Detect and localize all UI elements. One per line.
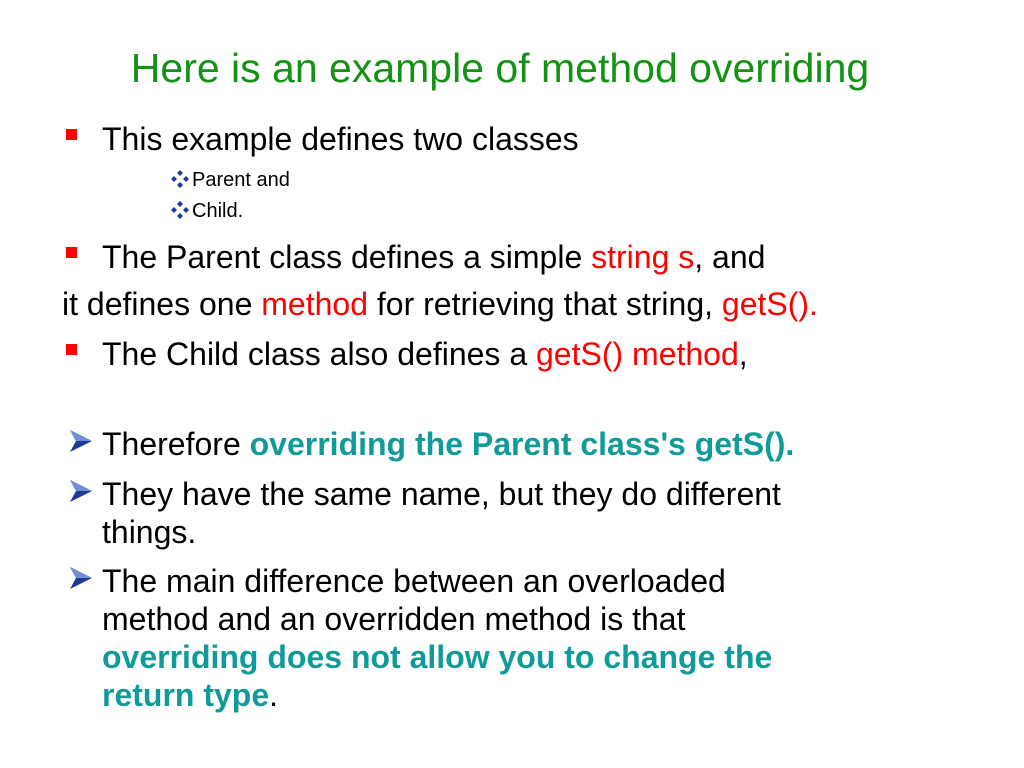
arrow-3-line-1: The main difference between an overloaded — [102, 563, 726, 599]
bullet-3-text-b: , — [738, 336, 748, 372]
bullet-2-text-a: The Parent class defines a simple — [102, 239, 592, 275]
arrow-bullet-icon — [68, 478, 94, 504]
bullet-2-text — [102, 239, 765, 275]
arrow-2-line-1: They have the same name, but they do different — [102, 476, 781, 512]
arrow-1-highlight: overriding the Parent class's getS(). — [249, 426, 795, 462]
bullet-2-text-b: , and — [694, 239, 766, 275]
red-square-bullet-icon — [66, 247, 77, 258]
bullet-3-text — [102, 336, 748, 372]
red-square-bullet-icon — [66, 129, 77, 140]
continuation-highlight-b: getS(). — [721, 286, 818, 322]
arrow-1-text — [102, 426, 794, 462]
continuation-highlight-a: method — [261, 286, 368, 322]
bullet-1-text: This example defines two classes — [102, 121, 579, 157]
arrow-3-highlight: return type — [102, 677, 270, 713]
continuation-text-b: for retrieving that string, — [367, 286, 722, 322]
arrow-3-line-4 — [102, 677, 278, 713]
bullet-3-text-a: The Child class also defines a — [102, 336, 536, 372]
diamond-bullet-icon — [170, 200, 190, 220]
continuation-text — [62, 286, 818, 322]
slide-title: Here is an example of method overriding — [130, 45, 870, 91]
bullet-3-highlight: getS() method — [536, 336, 739, 372]
arrow-3-line-3: overriding does not allow you to change the — [102, 639, 773, 675]
arrow-3-line-2: method and an overridden method is that — [102, 601, 686, 637]
arrow-1-text-a: Therefore — [102, 426, 250, 462]
continuation-text-a: it defines one — [62, 286, 262, 322]
arrow-3-line-4-end: . — [269, 677, 279, 713]
arrow-bullet-icon — [68, 565, 94, 591]
subbullet-parent: Parent and — [192, 169, 290, 191]
subbullet-child: Child. — [192, 200, 244, 222]
bullet-2-highlight: string s — [591, 239, 695, 275]
red-square-bullet-icon — [66, 344, 77, 355]
diamond-bullet-icon — [170, 169, 190, 189]
arrow-2-line-2: things. — [102, 514, 197, 550]
arrow-bullet-icon — [68, 428, 94, 454]
